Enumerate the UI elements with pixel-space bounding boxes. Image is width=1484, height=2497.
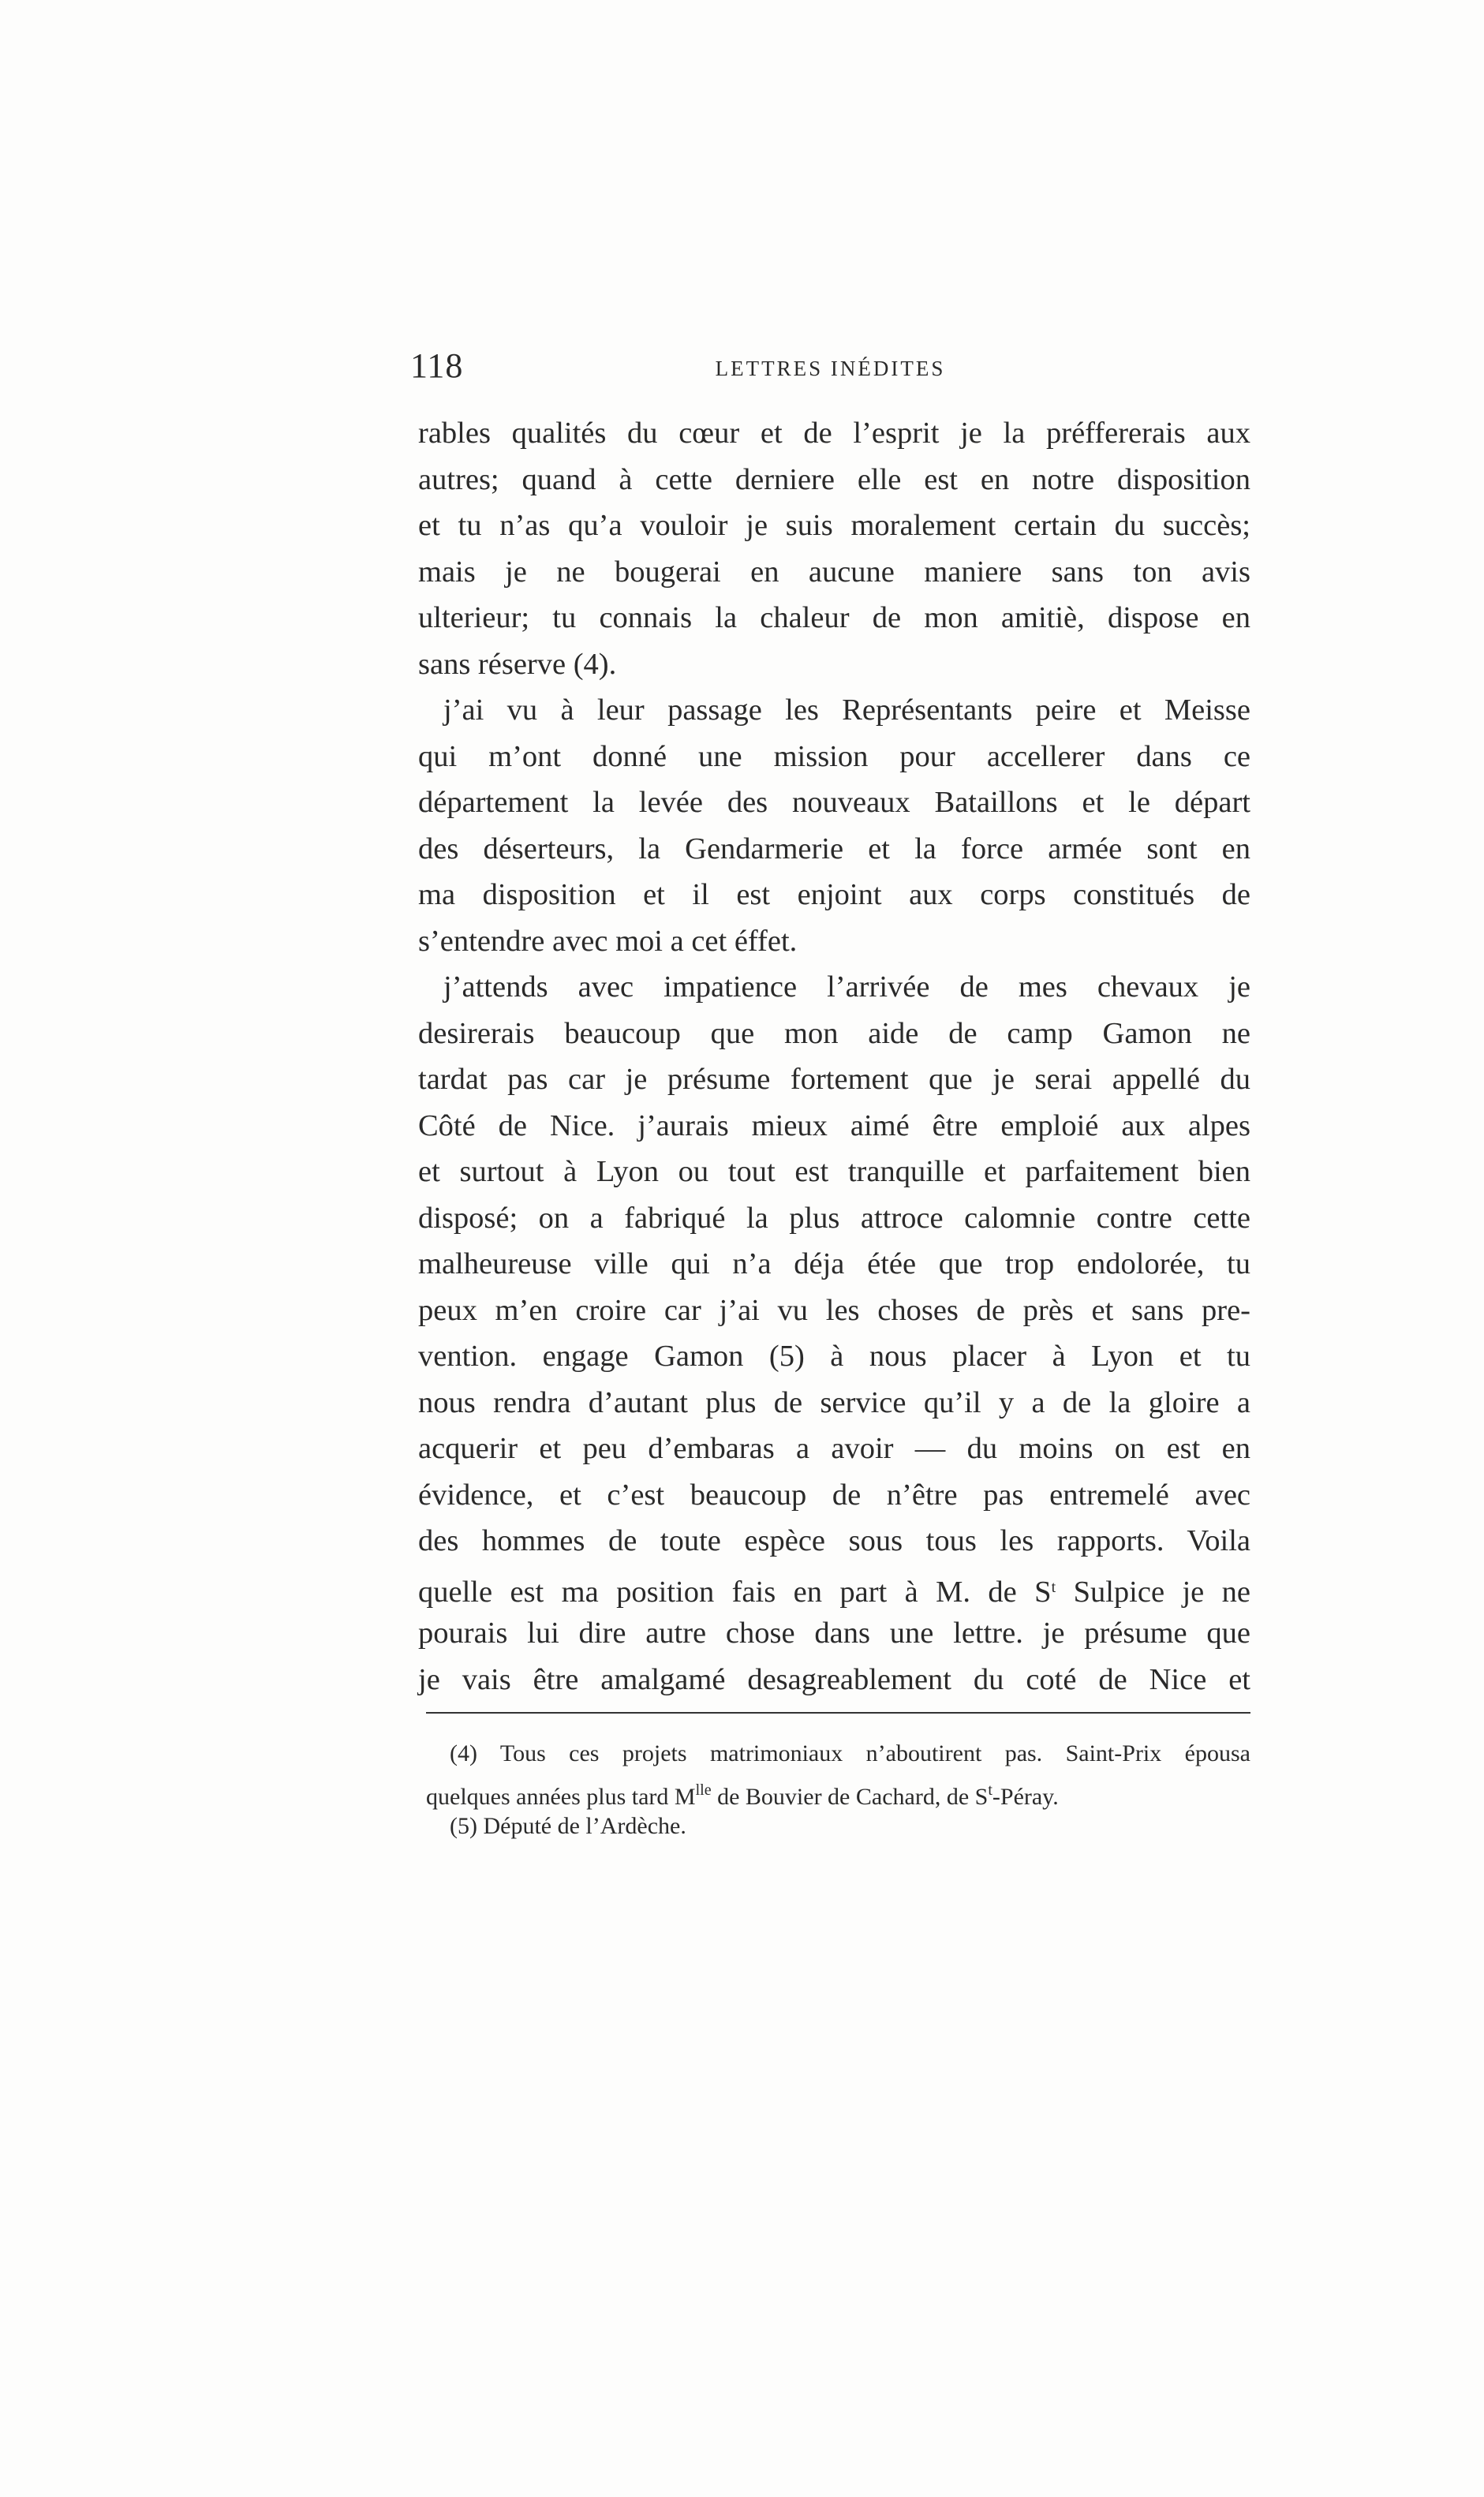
text-line: mais je ne bougerai en aucune maniere sans ton avis <box>418 555 1250 589</box>
text-line: des hommes de toute espèce sous tous les rapports. Voila <box>418 1524 1250 1557</box>
body-text <box>418 410 1250 1703</box>
text-segment: de Bouvier de Cachard, de S <box>711 1784 989 1810</box>
text-line: nous rendra d’autant plus de service qu’il y a de la gloire a <box>418 1385 1250 1419</box>
superscript: t <box>988 1781 992 1799</box>
text-line: et surtout à Lyon ou tout est tranquille et parfaitement bien <box>418 1155 1250 1188</box>
text-line: tardat pas car je présume fortement que je serai appellé du <box>418 1063 1250 1096</box>
footnote-4-line-1: (4) Tous ces projets matrimoniaux n’aboutirent pas. Saint-Prix épousa <box>450 1740 1250 1766</box>
text-segment: Sulpice je ne <box>1056 1575 1251 1609</box>
text-line: desirerais beaucoup que mon aide de camp Gamon ne <box>418 1016 1250 1050</box>
text-line: je vais être amalgamé desagreablement du coté de Nice et <box>418 1662 1250 1696</box>
text-line: autres; quand à cette derniere elle est en notre disposition <box>418 462 1250 496</box>
footnote-4-line-2 <box>426 1772 1250 1808</box>
text-line: s’entendre avec moi a cet éffet. <box>418 924 798 958</box>
running-title: LETTRES INÉDITES <box>715 357 946 380</box>
text-line: j’ai vu à leur passage les Représentants peire et Meisse <box>443 693 1250 727</box>
text-line: évidence, et c’est beaucoup de n’être pas entremelé avec <box>418 1478 1250 1512</box>
text-line: vention. engage Gamon (5) à nous placer à Lyon et tu <box>418 1340 1250 1373</box>
text-line: pourais lui dire autre chose dans une lettre. je présume que <box>418 1617 1250 1650</box>
footnote-divider <box>426 1712 1250 1714</box>
footnote-5: (5) Député de l’Ardèche. <box>450 1813 686 1839</box>
text-segment: -Péray. <box>992 1784 1059 1810</box>
page-number: 118 <box>410 346 464 385</box>
text-line: disposé; on a fabriqué la plus attroce calomnie contre cette <box>418 1201 1250 1235</box>
superscript: t <box>1051 1578 1056 1596</box>
text-line: qui m’ont donné une mission pour accellerer dans ce <box>418 739 1250 773</box>
text-line: j’attends avec impatience l’arrivée de mes chevaux je <box>443 970 1250 1004</box>
running-head <box>410 346 1250 393</box>
text-line: acquerir et peu d’embaras a avoir — du moins on est en <box>418 1432 1250 1465</box>
text-line: Côté de Nice. j’aurais mieux aimé être emploié aux alpes <box>418 1108 1250 1142</box>
text-segment: quelle est ma position fais en part à M. de S <box>418 1575 1052 1609</box>
footnotes <box>426 1736 1250 1845</box>
text-line: sans réserve (4). <box>418 647 617 681</box>
text-segment: quelques années plus tard M <box>426 1784 696 1810</box>
text-line: peux m’en croire car j’ai vu les choses de près et sans pre- <box>418 1293 1250 1327</box>
text-line: des déserteurs, la Gendarmerie et la force armée sont en <box>418 832 1250 865</box>
text-line: et tu n’as qu’a vouloir je suis moralement certain du succès; <box>418 509 1250 542</box>
text-line: ulterieur; tu connais la chaleur de mon amitiè, dispose en <box>418 601 1250 634</box>
text-line: département la levée des nouveaux Bataillons et le départ <box>418 786 1250 819</box>
text-line: malheureuse ville qui n’a déja étée que trop endolorée, tu <box>418 1247 1250 1280</box>
text-line: rables qualités du cœur et de l’esprit je la préffererais aux <box>418 417 1250 450</box>
text-line-with-superscript <box>418 1564 1250 1611</box>
superscript: lle <box>695 1781 712 1799</box>
text-line: ma disposition et il est enjoint aux corps constitués de <box>418 878 1250 911</box>
